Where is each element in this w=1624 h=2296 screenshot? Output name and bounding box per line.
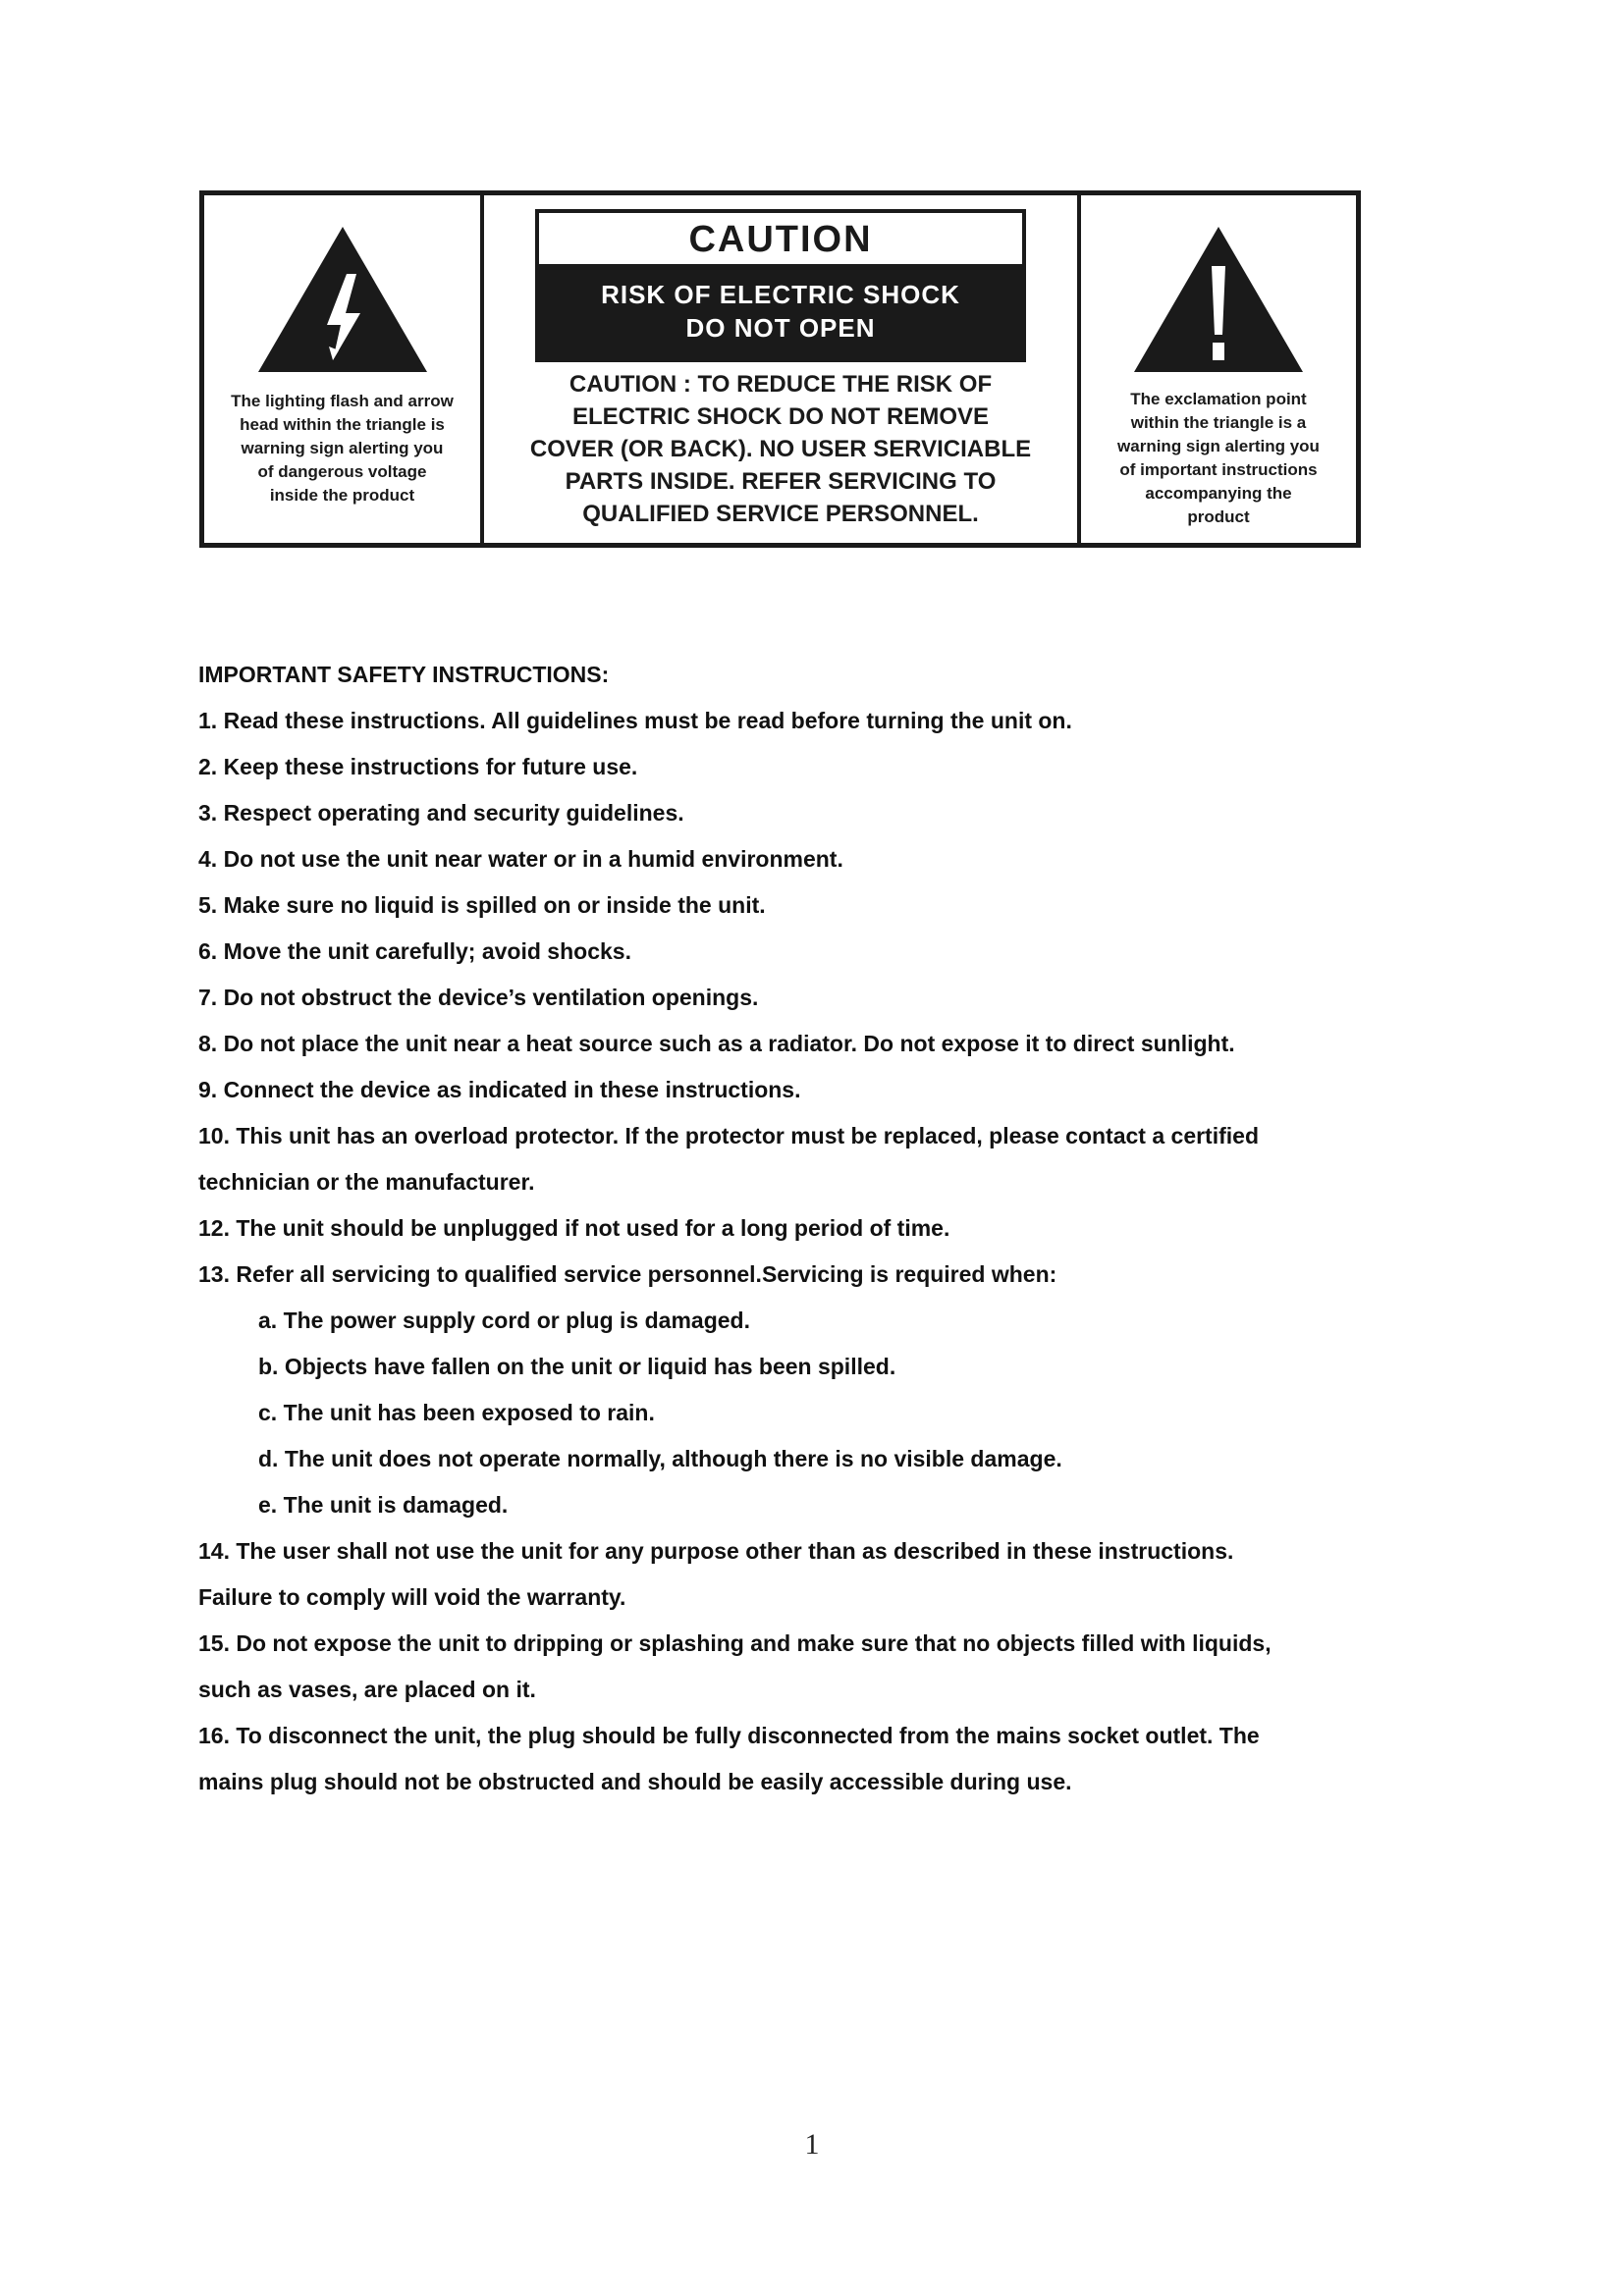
instruction-item: 8. Do not place the unit near a heat source such as a radiator. Do not expose it to direct sunlight.	[198, 1031, 1235, 1056]
instruction-item: 5. Make sure no liquid is spilled on or inside the unit.	[198, 892, 766, 918]
caution-title: CAUTION	[688, 219, 873, 260]
instruction-item-continued: Failure to comply will void the warranty.	[198, 1584, 626, 1610]
instruction-item: 10. This unit has an overload protector. If the protector must be replaced, please contact a certified	[198, 1123, 1260, 1148]
instruction-item: 7. Do not obstruct the device’s ventilation openings.	[198, 985, 759, 1010]
instruction-item: 6. Move the unit carefully; avoid shocks.	[198, 938, 631, 964]
instruction-item-continued: mains plug should not be obstructed and should be easily accessible during use.	[198, 1769, 1072, 1794]
instruction-item: 9. Connect the device as indicated in these instructions.	[198, 1077, 801, 1102]
page-number: 1	[804, 2128, 820, 2161]
instruction-item: 16. To disconnect the unit, the plug should be fully disconnected from the mains socket outlet. The	[198, 1723, 1260, 1748]
caution-band: RISK OF ELECTRIC SHOCK DO NOT OPEN	[539, 264, 1022, 358]
instruction-item: 13. Refer all servicing to qualified service personnel.Servicing is required when:	[198, 1261, 1057, 1287]
instruction-item: 2. Keep these instructions for future use.	[198, 754, 638, 779]
left-caption: The lighting flash and arrow head within the triangle is warning sign alerting you of dangerous voltage inside the product	[231, 392, 454, 505]
instructions-heading: IMPORTANT SAFETY INSTRUCTIONS:	[198, 662, 610, 687]
instruction-sub-item: a. The power supply cord or plug is damaged.	[258, 1308, 750, 1333]
instruction-item: 14. The user shall not use the unit for any purpose other than as described in these instructions.	[198, 1538, 1234, 1564]
instruction-item-continued: technician or the manufacturer.	[198, 1169, 535, 1195]
exclamation-triangle-icon	[1130, 223, 1307, 376]
instruction-item: 12. The unit should be unplugged if not used for a long period of time.	[198, 1215, 950, 1241]
instruction-sub-item: d. The unit does not operate normally, although there is no visible damage.	[258, 1446, 1062, 1471]
instruction-sub-item: e. The unit is damaged.	[258, 1492, 509, 1518]
instruction-item: 15. Do not expose the unit to dripping or splashing and make sure that no objects filled with liquids,	[198, 1630, 1272, 1656]
safety-instructions	[198, 660, 1416, 1813]
right-caption: The exclamation point within the triangle is a warning sign alerting you of important instructions accompanying the product	[1117, 390, 1320, 526]
instruction-item: 3. Respect operating and security guidelines.	[198, 800, 684, 826]
instruction-item-continued: such as vases, are placed on it.	[198, 1677, 536, 1702]
instruction-sub-item: c. The unit has been exposed to rain.	[258, 1400, 655, 1425]
caution-middle-panel	[484, 195, 1081, 543]
caution-left-panel	[204, 195, 484, 543]
caution-label	[199, 190, 1361, 548]
caution-frame	[535, 209, 1026, 362]
instruction-item: 4. Do not use the unit near water or in a humid environment.	[198, 846, 843, 872]
instruction-item: 1. Read these instructions. All guidelines must be read before turning the unit on.	[198, 708, 1072, 733]
caution-right-panel	[1081, 195, 1356, 543]
caution-warning-text: CAUTION : TO REDUCE THE RISK OF ELECTRIC SHOCK DO NOT REMOVE COVER (OR BACK). NO USER SERVICIABLE PARTS INSIDE. REFER SERVICING TO QUALIFIED SERVICE PERSONNEL.	[529, 371, 1032, 527]
instruction-sub-item: b. Objects have fallen on the unit or liquid has been spilled.	[258, 1354, 896, 1379]
lightning-triangle-icon	[254, 223, 431, 376]
